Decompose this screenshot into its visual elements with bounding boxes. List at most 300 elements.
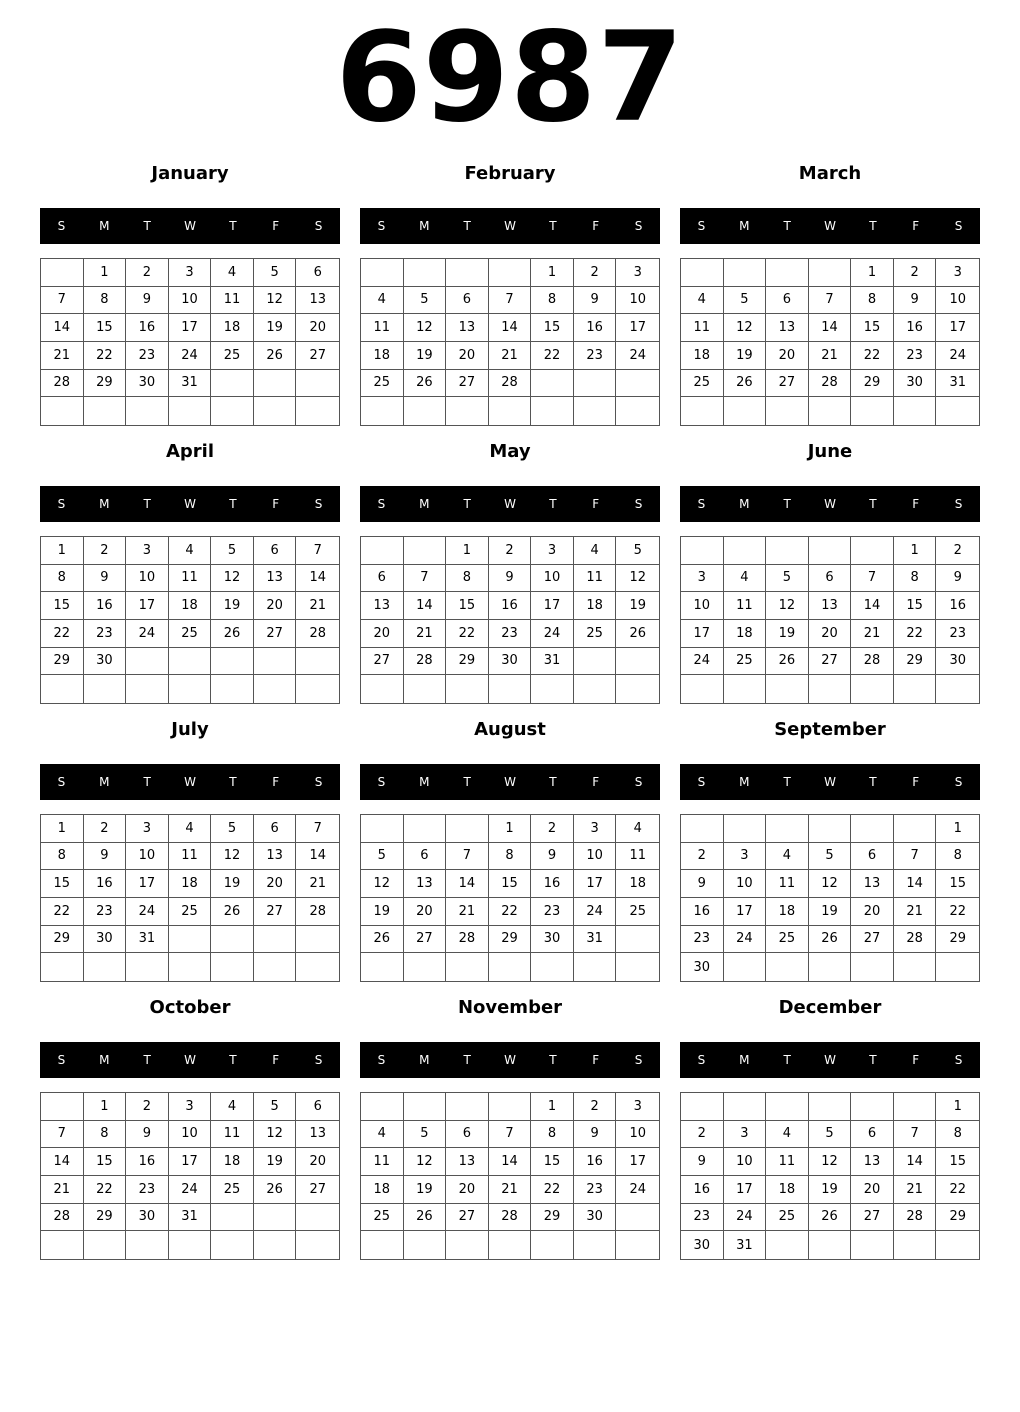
day-cell: 25 <box>616 898 659 926</box>
weekday-label: T <box>463 775 471 789</box>
weekday-label: T <box>869 775 877 789</box>
day-grid <box>360 1092 660 1260</box>
day-cell: 18 <box>361 1176 404 1204</box>
day-cell: 4 <box>361 287 404 315</box>
day-cell: 30 <box>84 926 127 954</box>
month-may <box>360 441 660 721</box>
empty-day-cell <box>616 1231 659 1259</box>
day-cell: 18 <box>616 870 659 898</box>
empty-day-cell <box>936 1231 979 1259</box>
weekday-label: W <box>184 497 196 511</box>
empty-day-cell <box>766 537 809 565</box>
empty-day-cell <box>169 1231 212 1259</box>
month-name: August <box>474 719 546 740</box>
day-cell: 31 <box>531 648 574 676</box>
weekday-label: S <box>634 1053 643 1067</box>
day-cell: 9 <box>84 843 127 871</box>
day-cell: 24 <box>531 620 574 648</box>
empty-day-cell <box>446 1231 489 1259</box>
day-cell: 10 <box>724 1148 767 1176</box>
empty-day-cell <box>531 953 574 981</box>
day-cell: 25 <box>724 648 767 676</box>
day-cell: 25 <box>681 370 724 398</box>
month-august <box>360 719 660 999</box>
empty-day-cell <box>126 397 169 425</box>
weekday-label: M <box>739 775 750 789</box>
day-cell: 28 <box>446 926 489 954</box>
day-cell: 19 <box>809 1176 852 1204</box>
day-cell: 28 <box>489 370 532 398</box>
day-cell: 16 <box>936 592 979 620</box>
day-cell: 27 <box>446 370 489 398</box>
empty-day-cell <box>936 397 979 425</box>
day-cell: 29 <box>936 926 979 954</box>
day-cell: 3 <box>616 1093 659 1121</box>
day-cell: 28 <box>851 648 894 676</box>
day-cell: 3 <box>724 1121 767 1149</box>
weekday-label: T <box>143 497 151 511</box>
day-cell: 6 <box>254 815 297 843</box>
day-cell: 22 <box>84 342 127 370</box>
day-cell: 9 <box>84 565 127 593</box>
day-grid <box>40 1092 340 1260</box>
empty-day-cell <box>851 537 894 565</box>
day-cell: 4 <box>616 815 659 843</box>
empty-day-cell <box>894 953 937 981</box>
day-cell: 21 <box>851 620 894 648</box>
weekday-label: T <box>549 1053 557 1067</box>
day-cell: 16 <box>84 592 127 620</box>
weekday-label: M <box>99 775 110 789</box>
day-grid <box>680 1092 980 1260</box>
empty-day-cell <box>404 397 447 425</box>
day-cell: 12 <box>404 314 447 342</box>
weekday-header <box>360 208 660 244</box>
day-cell: 30 <box>894 370 937 398</box>
day-cell: 23 <box>936 620 979 648</box>
day-grid <box>360 814 660 982</box>
empty-day-cell <box>404 1231 447 1259</box>
day-cell: 14 <box>41 314 84 342</box>
weekday-label: W <box>824 497 836 511</box>
day-grid <box>40 814 340 982</box>
weekday-label: S <box>954 1053 963 1067</box>
weekday-header <box>40 764 340 800</box>
day-cell: 16 <box>574 314 617 342</box>
empty-day-cell <box>84 397 127 425</box>
month-october <box>40 997 340 1277</box>
weekday-label: T <box>783 1053 791 1067</box>
day-cell: 27 <box>254 898 297 926</box>
day-cell: 13 <box>254 565 297 593</box>
weekday-header <box>360 486 660 522</box>
weekday-label: T <box>549 775 557 789</box>
day-cell: 14 <box>296 843 339 871</box>
empty-day-cell <box>126 675 169 703</box>
day-cell: 5 <box>254 259 297 287</box>
empty-day-cell <box>766 675 809 703</box>
day-cell: 11 <box>169 565 212 593</box>
weekday-label: M <box>739 219 750 233</box>
weekday-label: W <box>504 1053 516 1067</box>
empty-day-cell <box>936 675 979 703</box>
day-cell: 12 <box>361 870 404 898</box>
weekday-header <box>360 1042 660 1078</box>
day-cell: 14 <box>446 870 489 898</box>
day-cell: 24 <box>126 620 169 648</box>
empty-day-cell <box>489 259 532 287</box>
weekday-label: M <box>99 497 110 511</box>
empty-day-cell <box>809 1093 852 1121</box>
empty-day-cell <box>41 397 84 425</box>
day-cell: 10 <box>126 843 169 871</box>
day-cell: 11 <box>724 592 767 620</box>
day-cell: 25 <box>574 620 617 648</box>
day-cell: 10 <box>531 565 574 593</box>
day-grid <box>680 536 980 704</box>
weekday-label: T <box>549 497 557 511</box>
day-cell: 15 <box>41 870 84 898</box>
day-cell: 12 <box>254 287 297 315</box>
weekday-label: W <box>504 219 516 233</box>
empty-day-cell <box>936 953 979 981</box>
weekday-header <box>680 208 980 244</box>
day-cell: 7 <box>894 1121 937 1149</box>
day-cell: 25 <box>766 926 809 954</box>
day-cell: 31 <box>169 1204 212 1232</box>
day-cell: 7 <box>894 843 937 871</box>
day-cell: 21 <box>296 592 339 620</box>
day-cell: 20 <box>851 1176 894 1204</box>
weekday-label: M <box>739 497 750 511</box>
day-cell: 24 <box>724 926 767 954</box>
empty-day-cell <box>766 259 809 287</box>
empty-day-cell <box>404 259 447 287</box>
weekday-label: M <box>419 219 430 233</box>
day-cell: 7 <box>851 565 894 593</box>
empty-day-cell <box>681 259 724 287</box>
day-cell: 7 <box>41 1121 84 1149</box>
day-cell: 30 <box>84 648 127 676</box>
day-cell: 6 <box>361 565 404 593</box>
weekday-label: F <box>272 775 280 789</box>
day-cell: 3 <box>169 259 212 287</box>
day-cell: 8 <box>41 843 84 871</box>
day-cell: 12 <box>724 314 767 342</box>
day-cell: 21 <box>894 898 937 926</box>
empty-day-cell <box>574 397 617 425</box>
empty-day-cell <box>809 1231 852 1259</box>
day-cell: 14 <box>489 314 532 342</box>
weekday-header <box>360 764 660 800</box>
day-cell: 5 <box>404 287 447 315</box>
day-cell: 3 <box>169 1093 212 1121</box>
day-cell: 5 <box>211 815 254 843</box>
day-cell: 16 <box>681 1176 724 1204</box>
empty-day-cell <box>211 1231 254 1259</box>
empty-day-cell <box>404 953 447 981</box>
day-cell: 9 <box>681 870 724 898</box>
weekday-label: S <box>57 219 66 233</box>
empty-day-cell <box>809 953 852 981</box>
day-cell: 29 <box>894 648 937 676</box>
day-cell: 9 <box>489 565 532 593</box>
weekday-label: M <box>739 1053 750 1067</box>
day-cell: 15 <box>84 314 127 342</box>
empty-day-cell <box>531 397 574 425</box>
day-cell: 14 <box>851 592 894 620</box>
empty-day-cell <box>851 1231 894 1259</box>
empty-day-cell <box>41 259 84 287</box>
day-cell: 20 <box>296 314 339 342</box>
weekday-label: S <box>314 219 323 233</box>
day-cell: 17 <box>169 314 212 342</box>
day-cell: 30 <box>126 1204 169 1232</box>
empty-day-cell <box>296 397 339 425</box>
day-cell: 29 <box>41 648 84 676</box>
day-cell: 29 <box>41 926 84 954</box>
day-cell: 11 <box>211 287 254 315</box>
weekday-label: S <box>57 497 66 511</box>
weekday-label: S <box>377 775 386 789</box>
empty-day-cell <box>211 953 254 981</box>
day-cell: 18 <box>361 342 404 370</box>
day-cell: 4 <box>766 843 809 871</box>
empty-day-cell <box>724 1093 767 1121</box>
empty-day-cell <box>894 1231 937 1259</box>
weekday-label: T <box>463 219 471 233</box>
empty-day-cell <box>531 370 574 398</box>
day-cell: 14 <box>894 1148 937 1176</box>
day-cell: 25 <box>211 1176 254 1204</box>
empty-day-cell <box>681 1093 724 1121</box>
empty-day-cell <box>616 926 659 954</box>
day-cell: 15 <box>446 592 489 620</box>
weekday-label: W <box>824 219 836 233</box>
day-cell: 14 <box>894 870 937 898</box>
day-cell: 16 <box>84 870 127 898</box>
weekday-label: F <box>272 1053 280 1067</box>
empty-day-cell <box>574 675 617 703</box>
day-cell: 2 <box>531 815 574 843</box>
day-cell: 6 <box>296 259 339 287</box>
weekday-label: S <box>954 219 963 233</box>
empty-day-cell <box>446 259 489 287</box>
day-cell: 17 <box>616 1148 659 1176</box>
weekday-label: T <box>229 497 237 511</box>
empty-day-cell <box>531 675 574 703</box>
day-cell: 9 <box>126 1121 169 1149</box>
day-cell: 27 <box>296 342 339 370</box>
day-cell: 6 <box>851 1121 894 1149</box>
empty-day-cell <box>724 259 767 287</box>
weekday-label: M <box>419 1053 430 1067</box>
month-name: October <box>149 997 231 1018</box>
empty-day-cell <box>616 675 659 703</box>
day-cell: 30 <box>531 926 574 954</box>
empty-day-cell <box>296 1231 339 1259</box>
empty-day-cell <box>574 370 617 398</box>
weekday-label: T <box>549 219 557 233</box>
day-cell: 2 <box>681 843 724 871</box>
month-november <box>360 997 660 1277</box>
empty-day-cell <box>254 953 297 981</box>
day-cell: 17 <box>574 870 617 898</box>
day-cell: 30 <box>126 370 169 398</box>
empty-day-cell <box>211 397 254 425</box>
day-cell: 30 <box>681 953 724 981</box>
empty-day-cell <box>574 953 617 981</box>
empty-day-cell <box>254 675 297 703</box>
weekday-label: T <box>143 1053 151 1067</box>
weekday-header <box>680 1042 980 1078</box>
day-cell: 19 <box>361 898 404 926</box>
day-cell: 3 <box>681 565 724 593</box>
day-cell: 15 <box>531 1148 574 1176</box>
month-name: July <box>171 719 209 740</box>
day-cell: 17 <box>126 592 169 620</box>
weekday-label: T <box>869 497 877 511</box>
empty-day-cell <box>446 675 489 703</box>
day-cell: 30 <box>489 648 532 676</box>
day-cell: 16 <box>126 314 169 342</box>
day-cell: 26 <box>616 620 659 648</box>
day-cell: 9 <box>126 287 169 315</box>
day-cell: 1 <box>851 259 894 287</box>
empty-day-cell <box>41 1093 84 1121</box>
weekday-label: S <box>954 775 963 789</box>
weekday-label: S <box>954 497 963 511</box>
weekday-label: W <box>504 497 516 511</box>
day-cell: 19 <box>404 342 447 370</box>
day-cell: 8 <box>936 843 979 871</box>
day-cell: 2 <box>84 815 127 843</box>
day-cell: 13 <box>766 314 809 342</box>
day-cell: 1 <box>84 259 127 287</box>
day-cell: 29 <box>489 926 532 954</box>
weekday-label: T <box>143 219 151 233</box>
month-name: January <box>151 163 229 184</box>
empty-day-cell <box>211 1204 254 1232</box>
day-cell: 3 <box>126 815 169 843</box>
day-cell: 23 <box>574 342 617 370</box>
day-cell: 13 <box>809 592 852 620</box>
day-cell: 22 <box>41 898 84 926</box>
empty-day-cell <box>361 815 404 843</box>
day-cell: 14 <box>41 1148 84 1176</box>
day-cell: 23 <box>531 898 574 926</box>
day-cell: 18 <box>766 898 809 926</box>
empty-day-cell <box>681 397 724 425</box>
day-cell: 18 <box>211 1148 254 1176</box>
day-cell: 23 <box>681 926 724 954</box>
empty-day-cell <box>361 1231 404 1259</box>
day-cell: 1 <box>41 815 84 843</box>
empty-day-cell <box>361 1093 404 1121</box>
day-cell: 2 <box>126 1093 169 1121</box>
day-cell: 28 <box>489 1204 532 1232</box>
day-cell: 8 <box>936 1121 979 1149</box>
day-cell: 25 <box>169 620 212 648</box>
month-june <box>680 441 980 721</box>
weekday-label: T <box>229 1053 237 1067</box>
empty-day-cell <box>126 1231 169 1259</box>
day-cell: 1 <box>41 537 84 565</box>
day-cell: 1 <box>531 259 574 287</box>
day-cell: 25 <box>361 370 404 398</box>
empty-day-cell <box>361 953 404 981</box>
weekday-label: S <box>377 219 386 233</box>
weekday-label: F <box>592 775 600 789</box>
weekday-label: F <box>912 1053 920 1067</box>
day-cell: 4 <box>681 287 724 315</box>
empty-day-cell <box>169 926 212 954</box>
day-cell: 15 <box>531 314 574 342</box>
empty-day-cell <box>681 675 724 703</box>
empty-day-cell <box>766 1231 809 1259</box>
empty-day-cell <box>851 675 894 703</box>
day-cell: 1 <box>894 537 937 565</box>
day-cell: 2 <box>84 537 127 565</box>
day-cell: 27 <box>446 1204 489 1232</box>
empty-day-cell <box>361 397 404 425</box>
day-cell: 27 <box>809 648 852 676</box>
day-cell: 31 <box>169 370 212 398</box>
day-cell: 18 <box>681 342 724 370</box>
day-cell: 13 <box>404 870 447 898</box>
day-cell: 2 <box>574 1093 617 1121</box>
day-cell: 12 <box>211 843 254 871</box>
day-grid <box>40 536 340 704</box>
day-cell: 8 <box>489 843 532 871</box>
weekday-label: W <box>184 775 196 789</box>
day-cell: 1 <box>531 1093 574 1121</box>
empty-day-cell <box>404 1093 447 1121</box>
weekday-header <box>40 1042 340 1078</box>
empty-day-cell <box>361 675 404 703</box>
day-cell: 10 <box>936 287 979 315</box>
day-grid <box>680 814 980 982</box>
day-cell: 19 <box>211 870 254 898</box>
empty-day-cell <box>169 675 212 703</box>
day-cell: 16 <box>489 592 532 620</box>
day-cell: 22 <box>84 1176 127 1204</box>
day-cell: 11 <box>211 1121 254 1149</box>
day-cell: 1 <box>936 1093 979 1121</box>
weekday-label: W <box>184 219 196 233</box>
day-cell: 10 <box>169 287 212 315</box>
month-july <box>40 719 340 999</box>
day-cell: 7 <box>489 287 532 315</box>
day-cell: 7 <box>296 537 339 565</box>
day-cell: 10 <box>616 287 659 315</box>
day-cell: 17 <box>936 314 979 342</box>
day-cell: 12 <box>616 565 659 593</box>
day-cell: 24 <box>724 1204 767 1232</box>
empty-day-cell <box>126 953 169 981</box>
day-cell: 23 <box>84 898 127 926</box>
day-cell: 28 <box>41 1204 84 1232</box>
day-cell: 7 <box>809 287 852 315</box>
day-cell: 13 <box>296 1121 339 1149</box>
day-cell: 18 <box>169 870 212 898</box>
day-cell: 11 <box>616 843 659 871</box>
day-cell: 18 <box>724 620 767 648</box>
weekday-label: F <box>592 219 600 233</box>
empty-day-cell <box>766 1093 809 1121</box>
day-cell: 16 <box>894 314 937 342</box>
day-cell: 21 <box>809 342 852 370</box>
